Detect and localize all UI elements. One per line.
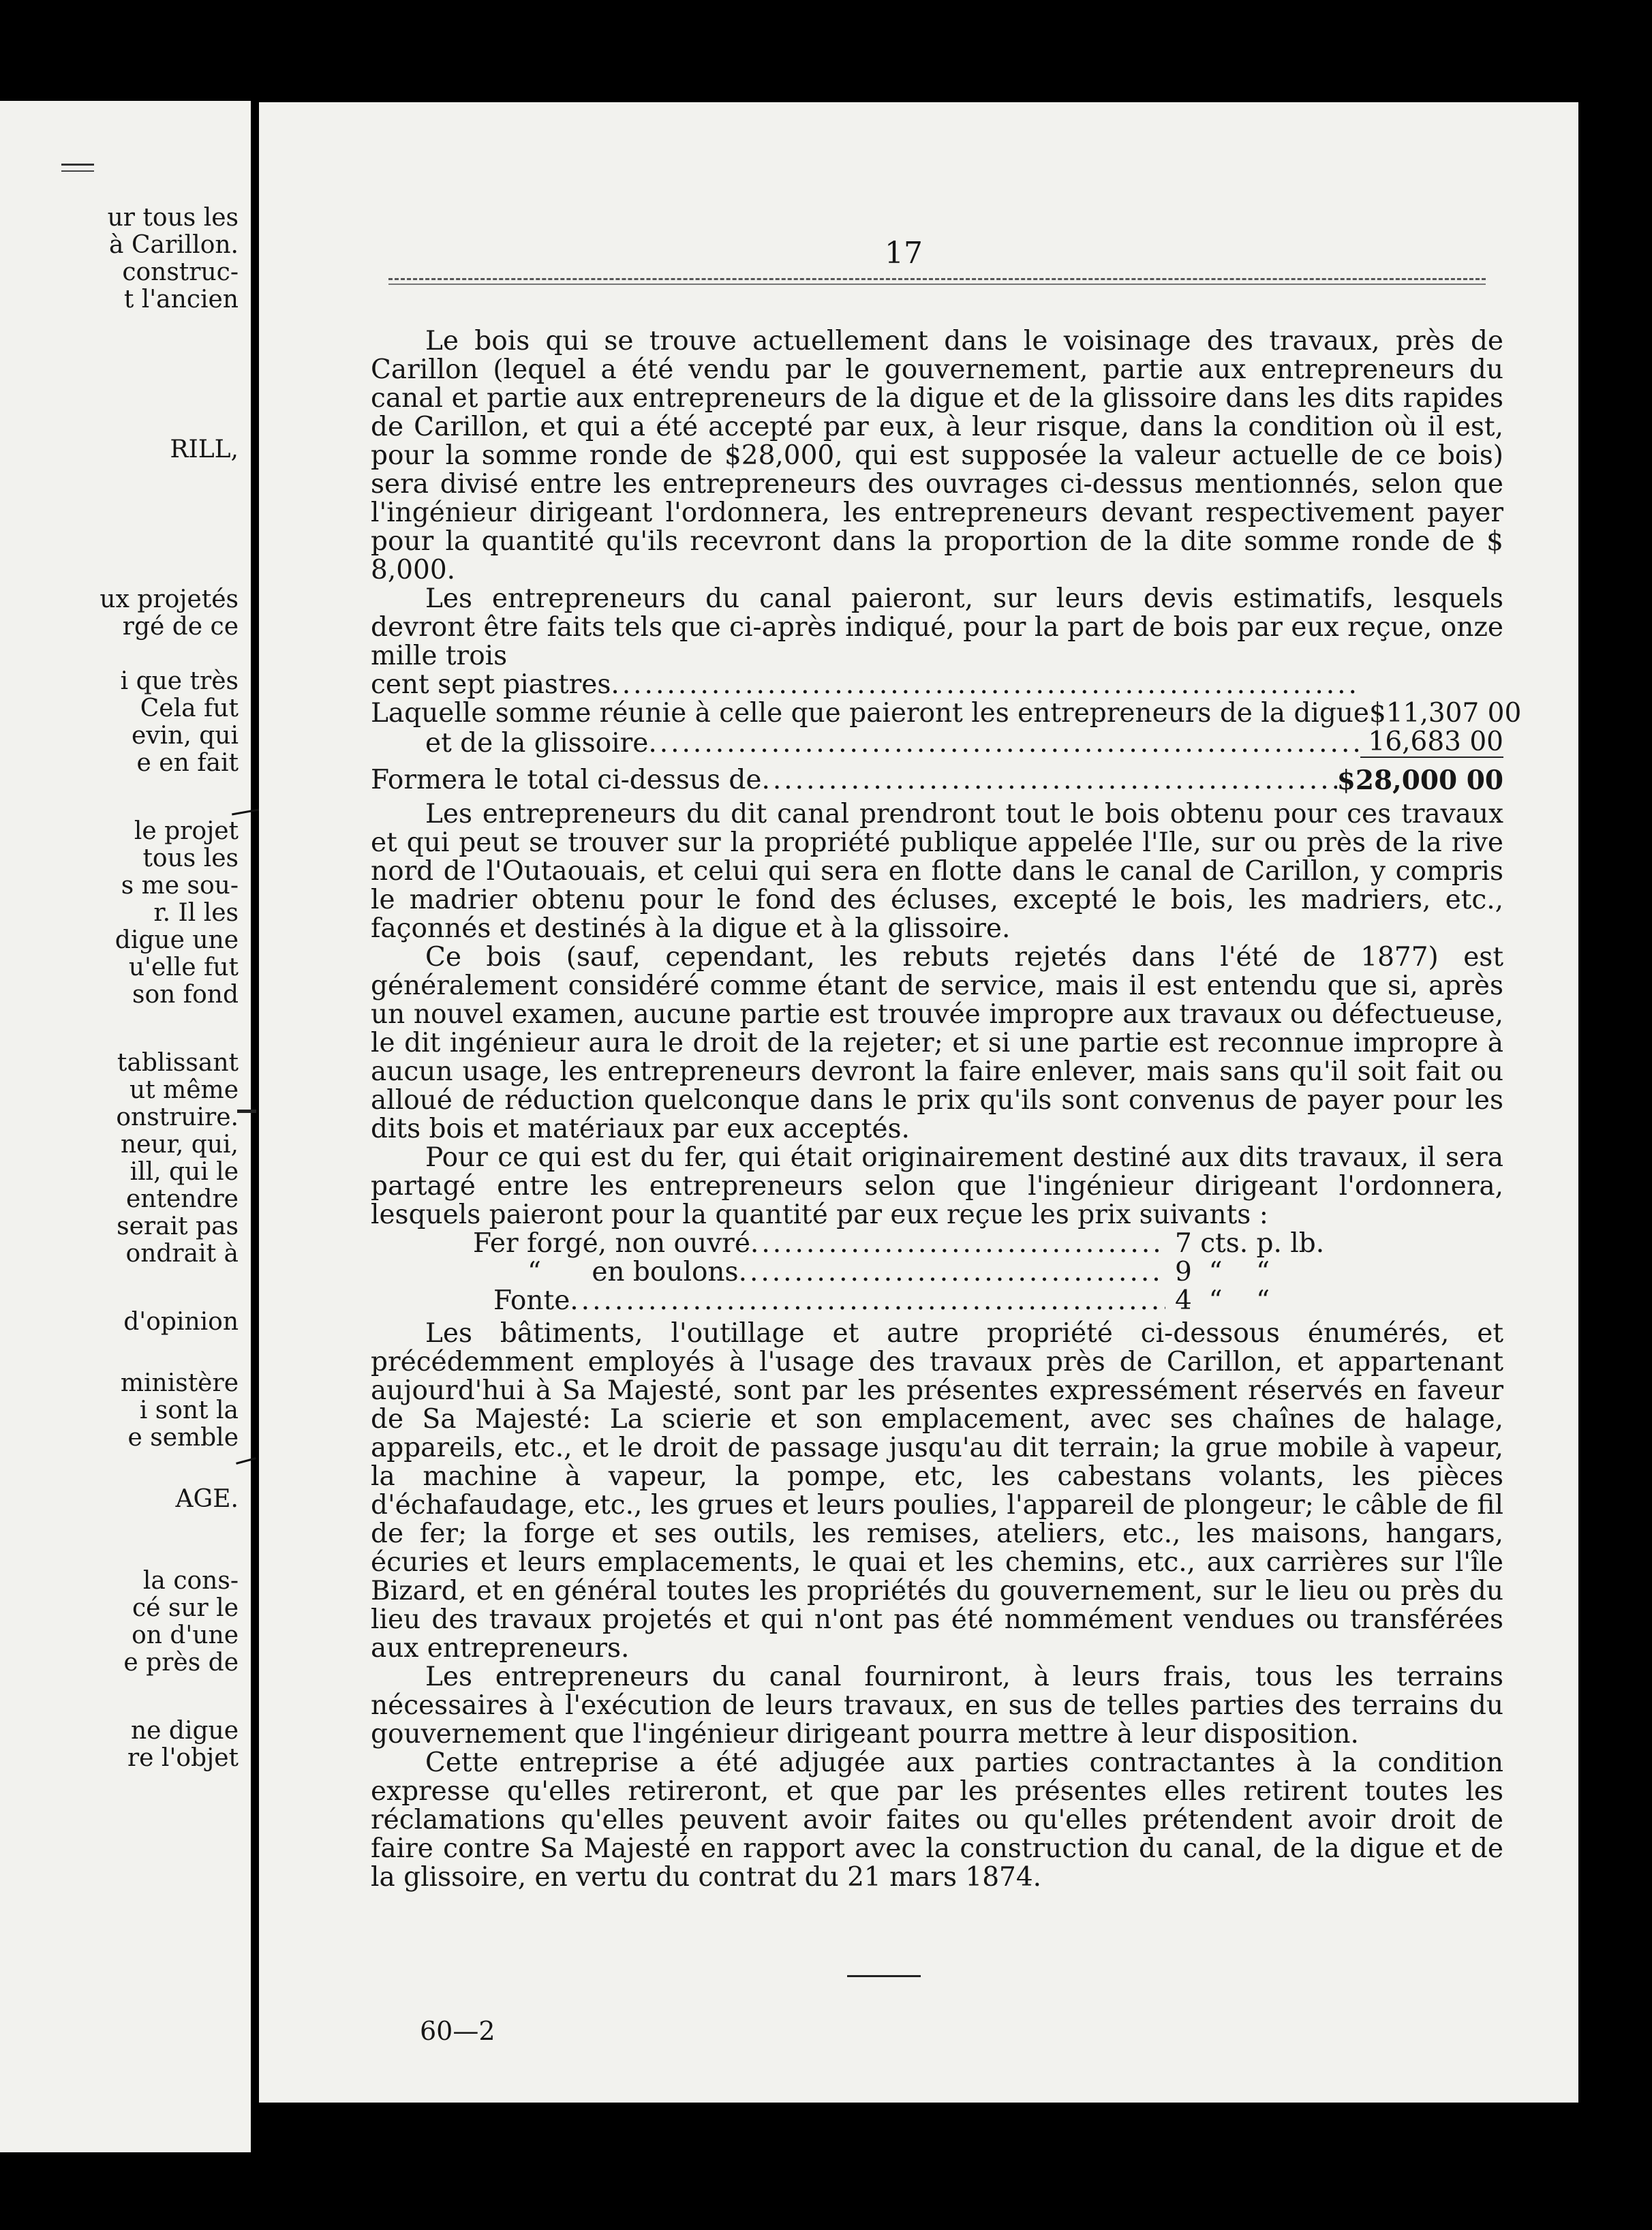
left-page-rule: [61, 164, 94, 166]
sum-amount: $28,000 00: [1336, 765, 1503, 796]
left-page-line: i sont la: [139, 1396, 239, 1424]
left-page-line: entendre: [125, 1185, 239, 1213]
paragraph: Les entrepreneurs du canal paieront, sur leurs devis estimatifs, lesquels devront être faits tels que ci-après indiqué, pour la part de bois par eux reçue, onze mille trois: [371, 583, 1503, 671]
paragraph: Pour ce qui est du fer, qui était originairement destiné aux dits travaux, il sera partagé entre les entrepreneurs selon que l'ingénieur dirigeant l'ordonnera, lesquels paieront pour la quantité par eux reçue les prix suivants :: [371, 1142, 1503, 1230]
left-page-line: e près de: [123, 1649, 239, 1677]
price-value: 9 “ “: [1175, 1257, 1270, 1287]
leader-dots: [648, 729, 1360, 758]
footer-rule: [847, 1975, 921, 1977]
price-value: 7 cts. p. lb.: [1175, 1228, 1325, 1259]
left-page-line: digue une: [114, 926, 239, 954]
price-row: [473, 1229, 1332, 1258]
price-label: “ en boulons: [527, 1257, 739, 1287]
left-page-line: onstruire.: [116, 1103, 239, 1131]
left-page-line: cé sur le: [132, 1594, 239, 1622]
sum-amount: $11,307 00: [1369, 698, 1522, 729]
paragraph: Les entrepreneurs du canal fourniront, à leurs frais, tous les terrains nécessaires à l'exécution de leurs travaux, en sus de telles parties des terrains du gouvernement que l'ingénieur dirigeant pourra mettre à leur disposition.: [371, 1662, 1503, 1750]
left-page-line: AGE.: [175, 1485, 239, 1513]
left-page-line: ministère: [120, 1369, 239, 1397]
paragraph: Les entrepreneurs du dit canal prendront tout le bois obtenu pour ces travaux et qui peut se trouver sur la propriété publique appelée l'Ile, sur ou près de la rive nord de l'Outaouais, et celui qui sera en flotte dans le canal de Carillon, y compris le madrier obtenu pour le fond des écluses, excepté le bois, les madriers, etc., façonnés et destinés à la digue et à la glissoire.: [371, 799, 1503, 944]
left-page-line: ux projetés: [100, 585, 239, 613]
sum-row: [371, 671, 1503, 699]
left-page-line: son fond: [132, 981, 239, 1009]
left-page-line: e en fait: [136, 749, 239, 777]
left-page-line: d'opinion: [123, 1308, 239, 1336]
paragraph: Le bois qui se trouve actuellement dans le voisinage des travaux, près de Carillon (lequel a été vendu par le gouvernement, partie aux entrepreneurs du canal et partie aux entrepreneurs de la digue et de la glissoire dans les dits rapides de Carillon, et qui a été accepté par eux, à leur risque, dans la condition où il est, pour la somme ronde de $28,000, qui est supposée la valeur actuelle de ce bois) sera divisé entre les entrepreneurs des ouvrages ci-dessus mentionnés, selon que l'ingénieur dirigeant l'ordonnera, les entrepreneurs devant respectivement payer pour la quantité qu'ils recevront dans la proportion de la dite somme ronde de $ 8,000.: [371, 326, 1503, 585]
leader-dots: [570, 1287, 1165, 1315]
left-page-line: ill, qui le: [129, 1158, 239, 1186]
left-page-line: Cela fut: [140, 694, 239, 722]
sum-row: [371, 728, 1503, 758]
left-page-line: le projet: [134, 817, 239, 845]
left-page-rule: [61, 170, 94, 172]
price-row: [473, 1287, 1332, 1315]
left-page-line: serait pas: [117, 1212, 239, 1240]
paragraph: Ce bois (sauf, cependant, les rebuts rejetés dans l'été de 1877) est généralement considéré comme étant de service, mais il est entendu que si, après un nouvel examen, aucune partie est trouvée impropre aux travaux ou défectueuse, le dit ingénieur aura le droit de la rejeter; et si une partie est reconnue impropre à aucun usage, les entrepreneurs devront la faire enlever, mais sans qu'il soit fait ou alloué de réduction quelconque dans le prix qu'ils sont convenus de payer pour les dits bois et matériaux par eux acceptés.: [371, 942, 1503, 1144]
price-row: [473, 1258, 1332, 1287]
left-page-line: on d'une: [132, 1621, 239, 1649]
leader-dots: [750, 1229, 1165, 1258]
sum-label: cent sept piastres: [371, 669, 611, 700]
margin-mark: [237, 1110, 256, 1113]
price-value: 4 “ “: [1175, 1285, 1270, 1316]
left-page: [0, 101, 251, 2152]
left-page-line: i que très: [120, 667, 239, 695]
price-table: [473, 1229, 1332, 1315]
paragraph: Cette entreprise a été adjugée aux parties contractantes à la condition expresse qu'elles retireront, et que par les présentes elles retirent toutes les réclamations qu'elles peuvent avoir faites ou qu'elles prétendent avoir droit de faire contre Sa Majesté en rapport avec la construction du canal, de la digue et de la glissoire, en vertu du contrat du 21 mars 1874.: [371, 1747, 1503, 1893]
left-page-line: u'elle fut: [128, 953, 239, 981]
price-label: Fer forgé, non ouvré: [473, 1228, 750, 1259]
left-page-line: RILL,: [170, 436, 239, 463]
right-page: [259, 102, 1578, 2103]
leader-dots: [611, 671, 1360, 699]
left-page-line: e semble: [127, 1424, 239, 1452]
sum-label: Formera le total ci-dessus de: [371, 765, 762, 795]
left-page-line: construc-: [122, 258, 239, 286]
paragraph: Les bâtiments, l'outillage et autre propriété ci-dessous énumérés, et précédemment employés à l'usage des travaux près de Carillon, et appartenant aujourd'hui à Sa Majesté, sont par les présentes expressément réservés en faveur de Sa Majesté: La scierie et son emplacement, avec ses chaînes de halage, appareils, etc., et le droit de passage jusqu'au dit terrain; la grue mobile à vapeur, la machine à vapeur, la pompe, etc, les cabestans volants, les pièces d'échafaudage, etc., les grues et leurs poulies, l'appareil de plongeur; le câble de fil de fer; la forge et ses outils, les remises, ateliers, etc., les maisons, hangars, écuries et leurs emplacements, le quai et les chemins, etc., aux carrières sur l'île Bizard, et en général toutes les propriétés du gouvernement, sur le lieu ou près du lieu des travaux projetés et qui n'ont pas été nommément vendues ou transférées aux entrepreneurs.: [371, 1318, 1503, 1664]
left-page-line: ondrait à: [125, 1240, 239, 1268]
left-page-line: ne digue: [130, 1717, 239, 1745]
left-page-line: tous les: [142, 844, 239, 872]
left-page-line: rgé de ce: [122, 613, 239, 641]
binding-gutter: [251, 101, 259, 2152]
sum-amount: 16,683 00: [1360, 728, 1503, 758]
left-page-line: t l'ancien: [123, 286, 239, 314]
left-page-line: neur, qui,: [120, 1131, 239, 1159]
sum-row-total: [371, 766, 1503, 795]
price-label: Fonte: [493, 1285, 570, 1316]
left-page-line: ur tous les: [107, 204, 239, 232]
signature-mark: 60—2: [420, 2016, 495, 2046]
header-rule: [388, 284, 1486, 285]
body-text: [371, 326, 1522, 1893]
left-page-line: à Carillon.: [109, 231, 239, 259]
left-page-line: la cons-: [142, 1567, 239, 1595]
sum-row: [371, 698, 1522, 729]
left-page-line: evin, qui: [132, 722, 239, 750]
left-page-line: ut même: [129, 1076, 239, 1104]
sum-label: et de la glissoire: [425, 728, 649, 759]
leader-dots: [739, 1258, 1165, 1287]
header-rule: [388, 278, 1486, 280]
sum-label: Laquelle somme réunie à celle que paieront les entrepreneurs de la digue: [371, 698, 1369, 729]
left-page-line: re l'objet: [127, 1744, 239, 1772]
page-number: 17: [885, 236, 923, 271]
left-page-line: s me sou-: [121, 872, 239, 900]
leader-dots: [761, 766, 1336, 795]
left-page-line: r. Il les: [153, 899, 239, 927]
left-page-line: tablissant: [117, 1049, 239, 1077]
